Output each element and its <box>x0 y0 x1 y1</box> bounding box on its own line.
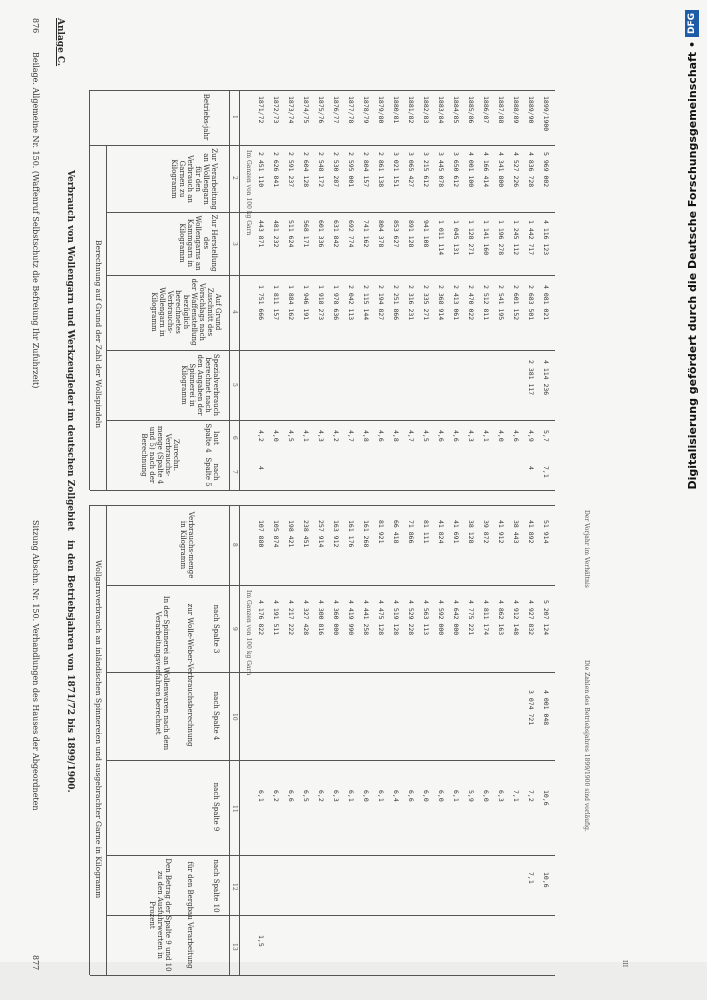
left-table-vline-1 <box>90 90 555 91</box>
left-cell-col4-row-16: 2 541 195 <box>497 285 505 321</box>
right-colnum-8: 8 <box>231 543 238 547</box>
right-group-header: Wollgarnverbrauch an inländischen Spinnereien und ausgebrachter Garne in Kilogramm <box>94 560 103 899</box>
left-cell-col4-row-13: 2 413 061 <box>452 285 460 321</box>
right-header-col9-10-sub: zur Wolle-Weber-Verbrauchsberechnung <box>186 603 194 747</box>
right-cell-col8-row-4: 257 914 <box>317 520 325 548</box>
right-cell-col11-row-9: 6,4 <box>392 790 400 802</box>
right-cell-col9-row-15: 4 811 174 <box>482 600 490 636</box>
left-cell-col6-row-9: 4,8 <box>392 430 400 442</box>
left-cell-col4-row-4: 1 918 273 <box>317 285 325 321</box>
left-cell-col3-row-7: 741 162 <box>362 220 370 248</box>
left-cell-col7-row-18: 4 <box>527 466 535 470</box>
left-cell-col6-row-8: 4,6 <box>377 430 385 442</box>
left-cell-col3-row-4: 601 336 <box>317 220 325 248</box>
right-colnum-13: 13 <box>231 943 238 951</box>
right-cell-col9-row-13: 4 642 000 <box>452 600 460 636</box>
right-cell-col8-row-5: 163 912 <box>332 520 340 548</box>
right-cell-col13-row-0: 1,5 <box>257 935 265 947</box>
right-table-vline-2 <box>107 585 555 586</box>
left-cell-years-row-16: 1887/88 <box>497 96 505 124</box>
left-cell-col2-row-17: 4 527 226 <box>512 152 520 188</box>
right-cell-col9-row-9: 4 519 128 <box>392 600 400 636</box>
left-cell-years-row-1: 1872/73 <box>272 96 280 124</box>
left-cell-col6-row-17: 4,6 <box>512 430 520 442</box>
right-cell-col8-row-13: 41 691 <box>452 520 460 544</box>
left-cell-col2-row-18: 4 836 728 <box>527 152 535 188</box>
left-cell-col3-row-19: 4 116 123 <box>542 220 550 256</box>
left-table-vline-7 <box>90 490 555 491</box>
left-cell-col2-row-9: 3 021 151 <box>392 152 400 188</box>
left-cell-years-row-0: 1871/72 <box>257 96 265 124</box>
left-cell-years-row-12: 1883/84 <box>437 96 445 124</box>
left-group-rule <box>106 145 107 490</box>
right-table-vline-3 <box>107 672 555 673</box>
left-cell-years-row-5: 1876/77 <box>332 96 340 124</box>
right-cell-col11-row-12: 6,0 <box>437 790 445 802</box>
left-cell-col2-row-19: 5 969 002 <box>542 152 550 188</box>
left-cell-years-row-15: 1886/87 <box>482 96 490 124</box>
left-cell-col4-row-19: 4 081 021 <box>542 285 550 321</box>
title-right: in den Betriebsjahren von 1871/72 bis 1899/1900. <box>65 540 75 793</box>
right-cell-col8-row-18: 41 892 <box>527 520 535 544</box>
left-cell-col3-row-6: 692 774 <box>347 220 355 248</box>
right-cell-col11-row-6: 6,1 <box>347 790 355 802</box>
left-cell-col5-row-19: 4 114 236 <box>542 360 550 396</box>
left-colnum-3: 3 <box>231 242 238 246</box>
left-cell-col6-row-2: 4,5 <box>287 430 295 442</box>
left-cell-col2-row-11: 3 215 612 <box>422 152 430 188</box>
left-cell-years-row-10: 1881/82 <box>407 96 415 124</box>
left-cell-col6-row-7: 4,8 <box>362 430 370 442</box>
right-table-vline-7 <box>90 975 555 976</box>
dfg-watermark <box>680 10 704 990</box>
left-running-head: Beilage. Allgemeine Nr. 150. (Waffenruf Selbstschutz die Befreiung Ihr Zufuhrzeit) <box>31 52 40 389</box>
left-cell-col3-row-14: 1 128 271 <box>467 220 475 256</box>
left-cell-col3-row-15: 1 141 160 <box>482 220 490 256</box>
right-cell-col9-row-10: 4 529 228 <box>407 600 415 636</box>
right-page-number: 877 <box>31 955 40 971</box>
left-colnum-2: 2 <box>231 176 238 180</box>
right-cell-col8-row-0: 107 880 <box>257 520 265 548</box>
left-cell-years-row-18: 1889/90 <box>527 96 535 124</box>
right-cell-col8-row-17: 38 443 <box>512 520 520 544</box>
right-cell-col8-row-14: 38 128 <box>467 520 475 544</box>
left-cell-col6-row-0: 4,2 <box>257 430 265 442</box>
left-header-col3: Zur Herstellung des Wollengarns an Kammgarn in Kilogramm <box>177 214 218 272</box>
left-cell-col7-row-0: 4 <box>257 466 265 470</box>
left-table-colnum-rule <box>239 90 240 490</box>
left-cell-col6-row-11: 4,5 <box>422 430 430 442</box>
right-cell-col10-row-19: 4 001 048 <box>542 690 550 726</box>
left-header-col6: Zurechn. Verbrauchs-menge (Spalte 4 und 5) nach der Berechnung <box>139 425 180 485</box>
left-cell-col3-row-1: 481 232 <box>272 220 280 248</box>
left-cell-col6-row-14: 4,3 <box>467 430 475 442</box>
left-colnum-7: 7 <box>231 470 238 474</box>
left-cell-col4-row-9: 2 251 866 <box>392 285 400 321</box>
right-cell-col11-row-17: 7,1 <box>512 790 520 802</box>
left-cell-col6-row-1: 4,0 <box>272 430 280 442</box>
right-cell-col11-row-1: 6,2 <box>272 790 280 802</box>
left-cell-col2-row-0: 2 451 110 <box>257 152 265 188</box>
left-colnum-6: 6 <box>231 436 238 440</box>
left-cell-col2-row-5: 2 530 287 <box>332 152 340 188</box>
right-header-col11-13-sub: für den Bergbau Verarbeitung <box>186 861 194 969</box>
left-cell-col6-row-15: 4,1 <box>482 430 490 442</box>
left-cell-col6-row-5: 4,2 <box>332 430 340 442</box>
right-cell-col11-row-3: 6,5 <box>302 790 310 802</box>
right-group-rule <box>106 505 107 975</box>
left-cell-col6-row-4: 4,3 <box>317 430 325 442</box>
left-cell-col4-row-8: 2 194 827 <box>377 285 385 321</box>
left-cell-col4-row-5: 1 978 636 <box>332 285 340 321</box>
left-cell-col3-row-3: 568 171 <box>302 220 310 248</box>
left-cell-years-row-8: 1879/80 <box>377 96 385 124</box>
right-cell-col8-row-3: 238 451 <box>302 520 310 548</box>
left-header-col5: Spezialverbrauch berechnet nach den Angaben der Spinnerei in Kilogramm <box>179 353 220 417</box>
left-cell-col6-row-6: 4,7 <box>347 430 355 442</box>
left-cell-col3-row-13: 1 045 131 <box>452 220 460 256</box>
left-cell-col3-row-12: 1 011 114 <box>437 220 445 256</box>
right-table-header-rule <box>229 505 230 975</box>
left-cell-col2-row-14: 4 001 100 <box>467 152 475 188</box>
left-cell-years-row-4: 1875/76 <box>317 96 325 124</box>
left-cell-col4-row-18: 2 683 501 <box>527 285 535 321</box>
left-cell-col4-row-11: 2 335 271 <box>422 285 430 321</box>
right-cell-col11-row-15: 6,0 <box>482 790 490 802</box>
right-colnum-10: 10 <box>231 713 238 721</box>
left-colnum-5: 5 <box>231 383 238 387</box>
left-cell-years-row-6: 1877/78 <box>347 96 355 124</box>
right-table-vline-1 <box>90 505 555 506</box>
left-cell-col5-row-18: 2 381 117 <box>527 360 535 396</box>
right-header-col10: nach Spalte 4 <box>212 691 220 741</box>
right-cell-col9-row-17: 4 912 148 <box>512 600 520 636</box>
left-cell-col6-row-10: 4,7 <box>407 430 415 442</box>
left-cell-years-row-17: 1888/89 <box>512 96 520 124</box>
left-cell-col3-row-2: 511 624 <box>287 220 295 248</box>
right-cell-col8-row-9: 66 418 <box>392 520 400 544</box>
left-cell-years-row-14: 1885/86 <box>467 96 475 124</box>
right-cell-col8-row-1: 105 874 <box>272 520 280 548</box>
right-cell-col8-row-7: 161 268 <box>362 520 370 548</box>
left-cell-col3-row-11: 941 108 <box>422 220 430 248</box>
right-header-col12: nach Spalte 10 <box>212 859 220 913</box>
left-cell-years-row-3: 1874/75 <box>302 96 310 124</box>
right-colnum-9: 9 <box>231 627 238 631</box>
left-colnum-1: 1 <box>231 115 238 119</box>
right-cell-col9-row-3: 4 327 428 <box>302 600 310 636</box>
right-cell-col12-row-19: 10,6 <box>542 872 550 888</box>
left-header-col1: Betriebs-jahr <box>202 93 210 141</box>
right-cell-col8-row-8: 81 921 <box>377 520 385 544</box>
right-cell-col8-row-12: 41 824 <box>437 520 445 544</box>
right-cell-col9-row-5: 4 360 000 <box>332 600 340 636</box>
right-cell-col8-row-11: 81 111 <box>422 520 430 544</box>
right-header-col9: nach Spalte 3 <box>212 604 220 654</box>
right-table-top-rule <box>89 505 90 975</box>
left-table-vline-3 <box>107 212 555 213</box>
right-cell-col11-row-7: 6,0 <box>362 790 370 802</box>
left-table-vline-4 <box>107 275 555 276</box>
right-cell-col9-row-12: 4 592 000 <box>437 600 445 636</box>
left-cell-col4-row-7: 2 115 144 <box>362 285 370 321</box>
right-cell-col11-row-19: 10,6 <box>542 790 550 806</box>
right-table-vline-5 <box>107 855 555 856</box>
right-table-vline-6 <box>107 915 555 916</box>
left-cell-col6-row-19: 5,7 <box>542 430 550 442</box>
right-colnum-11: 11 <box>231 805 238 813</box>
left-cell-col4-row-17: 2 601 152 <box>512 285 520 321</box>
right-running-head: Sitzung Abschn. Nr. 150. Verhandlungen des Hauses der Abgeordneten <box>31 520 40 811</box>
left-page-number: 876 <box>31 18 40 34</box>
left-cell-years-row-9: 1880/81 <box>392 96 400 124</box>
right-section-label: Im Ganzen von 100 kg Garn <box>245 590 252 676</box>
left-header-col2: Zur Verarbeitung an Wollengarn für den Verbrauch an Garnen zu Kilogramm <box>169 148 218 210</box>
dfg-logo: DFG <box>685 10 699 37</box>
left-cell-col4-row-2: 1 884 162 <box>287 285 295 321</box>
left-header-col4: Auf Grund Zuschnitt des Vorschlags nach der Waffenstellung bezüglich berechnetes Verbrauchs-Wollengarn in Kilogramm <box>149 278 222 346</box>
left-cell-col4-row-1: 1 811 157 <box>272 285 280 321</box>
left-table-vline-6 <box>107 420 555 421</box>
left-cell-col4-row-3: 1 946 191 <box>302 285 310 321</box>
left-cell-col6-row-13: 4,6 <box>452 430 460 442</box>
right-cell-col11-row-8: 6,1 <box>377 790 385 802</box>
left-cell-col3-row-8: 804 378 <box>377 220 385 248</box>
right-cell-col9-row-4: 4 300 816 <box>317 600 325 636</box>
left-cell-col2-row-12: 3 445 078 <box>437 152 445 188</box>
left-group-header: Berechnung auf Grund der Zahl der Wollspindeln <box>94 240 103 429</box>
left-cell-col4-row-6: 2 042 113 <box>347 285 355 321</box>
left-cell-col3-row-18: 1 442 717 <box>527 220 535 256</box>
left-cell-col3-row-5: 631 842 <box>332 220 340 248</box>
right-cell-col9-row-8: 4 475 128 <box>377 600 385 636</box>
left-table-vline-5 <box>107 350 555 351</box>
right-cell-col11-row-16: 6,3 <box>497 790 505 802</box>
left-colnum-4: 4 <box>231 310 238 314</box>
left-cell-col6-row-12: 4,6 <box>437 430 445 442</box>
right-cell-col8-row-10: 71 866 <box>407 520 415 544</box>
left-cell-col4-row-12: 2 368 914 <box>437 285 445 321</box>
right-cell-col8-row-19: 51 914 <box>542 520 550 544</box>
left-cell-col3-row-10: 891 128 <box>407 220 415 248</box>
left-cell-col3-row-0: 443 871 <box>257 220 265 248</box>
right-table-vline-4 <box>107 760 555 761</box>
left-cell-col7-row-19: 7,1 <box>542 466 550 478</box>
left-cell-years-row-19: 1899/1900 <box>542 96 550 132</box>
right-cell-col9-row-16: 4 862 163 <box>497 600 505 636</box>
right-header-col11-13: Den Betrag der Spalte 9 und 10 zu den Ausfuhrwerten in Prozent <box>147 858 172 972</box>
right-cell-col11-row-18: 7,2 <box>527 790 535 802</box>
left-cell-col6-row-16: 4,0 <box>497 430 505 442</box>
left-header-col6a: laut Spalte 4 <box>203 423 220 453</box>
right-cell-col10-row-18: 3 074 721 <box>527 690 535 726</box>
annex-label: Anlage C. <box>55 18 65 67</box>
left-cell-years-row-2: 1873/74 <box>287 96 295 124</box>
left-cell-col3-row-9: 853 627 <box>392 220 400 248</box>
left-cell-col2-row-15: 4 166 414 <box>482 152 490 188</box>
right-cell-col9-row-11: 4 563 113 <box>422 600 430 636</box>
right-cell-col9-row-7: 4 441 258 <box>362 600 370 636</box>
right-colnum-12: 12 <box>231 883 238 891</box>
left-cell-years-row-13: 1884/85 <box>452 96 460 124</box>
left-cell-col2-row-16: 4 341 800 <box>497 152 505 188</box>
title-left: Verbrauch von Wollengarn und Werkzeugleder im deutschen Zollgebiet <box>65 170 75 531</box>
left-cell-col2-row-6: 2 595 001 <box>347 152 355 188</box>
left-cell-col3-row-16: 1 196 278 <box>497 220 505 256</box>
right-cell-col11-row-5: 6,3 <box>332 790 340 802</box>
right-cell-col12-row-18: 7,1 <box>527 872 535 884</box>
right-cell-col11-row-4: 6,2 <box>317 790 325 802</box>
left-cell-col4-row-15: 2 512 811 <box>482 285 490 321</box>
right-cell-col9-row-14: 4 775 221 <box>467 600 475 636</box>
left-cell-col2-row-10: 3 065 427 <box>407 152 415 188</box>
right-cell-col9-row-19: 5 207 124 <box>542 600 550 636</box>
right-cell-col9-row-0: 4 176 822 <box>257 600 265 636</box>
left-cell-years-row-11: 1882/83 <box>422 96 430 124</box>
footnote-right: Die Zahlen des Betriebsjahres 1899/1900 sind vorläufig. <box>583 660 590 832</box>
left-cell-col2-row-7: 2 804 157 <box>362 152 370 188</box>
left-cell-col4-row-14: 2 470 022 <box>467 285 475 321</box>
right-cell-col8-row-6: 161 176 <box>347 520 355 548</box>
right-cell-col11-row-11: 6,0 <box>422 790 430 802</box>
right-header-col11: nach Spalte 9 <box>212 782 220 832</box>
left-cell-col4-row-0: 1 751 666 <box>257 285 265 321</box>
left-header-col6b: nach Spalte 5 <box>203 457 220 487</box>
left-cell-col6-row-3: 4,1 <box>302 430 310 442</box>
left-table-header-rule <box>229 90 230 490</box>
left-table-vline-2 <box>90 145 555 146</box>
right-header-col9-10: In der Spinnerei an Wollenwaren nach dem Verarbeitungsverfahren berechnet <box>153 595 170 751</box>
left-section-label: Im Ganzen von 100 kg Garn <box>245 150 252 236</box>
right-cell-col11-row-0: 6,1 <box>257 790 265 802</box>
left-table-top-rule <box>89 90 90 490</box>
right-cell-col11-row-14: 5,9 <box>467 790 475 802</box>
right-cell-col11-row-13: 6,1 <box>452 790 460 802</box>
right-cell-col8-row-2: 198 421 <box>287 520 295 548</box>
right-cell-col11-row-2: 6,6 <box>287 790 295 802</box>
left-cell-col2-row-3: 2 604 128 <box>302 152 310 188</box>
left-cell-col4-row-10: 2 316 231 <box>407 285 415 321</box>
right-cell-col8-row-15: 39 872 <box>482 520 490 544</box>
left-cell-col6-row-18: 4,9 <box>527 430 535 442</box>
right-cell-col11-row-10: 6,6 <box>407 790 415 802</box>
footnote-left: Der Vorjahr im Verhältnis <box>583 510 590 588</box>
right-table-colnum-rule <box>239 505 240 975</box>
left-cell-col2-row-2: 2 591 237 <box>287 152 295 188</box>
right-cell-col9-row-18: 4 927 832 <box>527 600 535 636</box>
left-cell-col2-row-8: 2 861 138 <box>377 152 385 188</box>
left-cell-col2-row-1: 2 626 841 <box>272 152 280 188</box>
left-cell-years-row-7: 1878/79 <box>362 96 370 124</box>
left-cell-col2-row-13: 3 650 612 <box>452 152 460 188</box>
right-cell-col8-row-16: 41 912 <box>497 520 505 544</box>
left-cell-col3-row-17: 1 245 112 <box>512 220 520 256</box>
right-header-col8: Verbrauchs-menge in Kilogramm <box>178 511 195 579</box>
side-number: III <box>621 960 628 968</box>
right-cell-col9-row-1: 4 191 511 <box>272 600 280 636</box>
right-cell-col9-row-6: 4 419 990 <box>347 600 355 636</box>
right-cell-col9-row-2: 4 217 222 <box>287 600 295 636</box>
left-cell-col2-row-4: 2 548 172 <box>317 152 325 188</box>
dfg-watermark-text: Digitalisierung gefördert durch die Deutsche Forschungsgemeinschaft • <box>685 41 699 490</box>
